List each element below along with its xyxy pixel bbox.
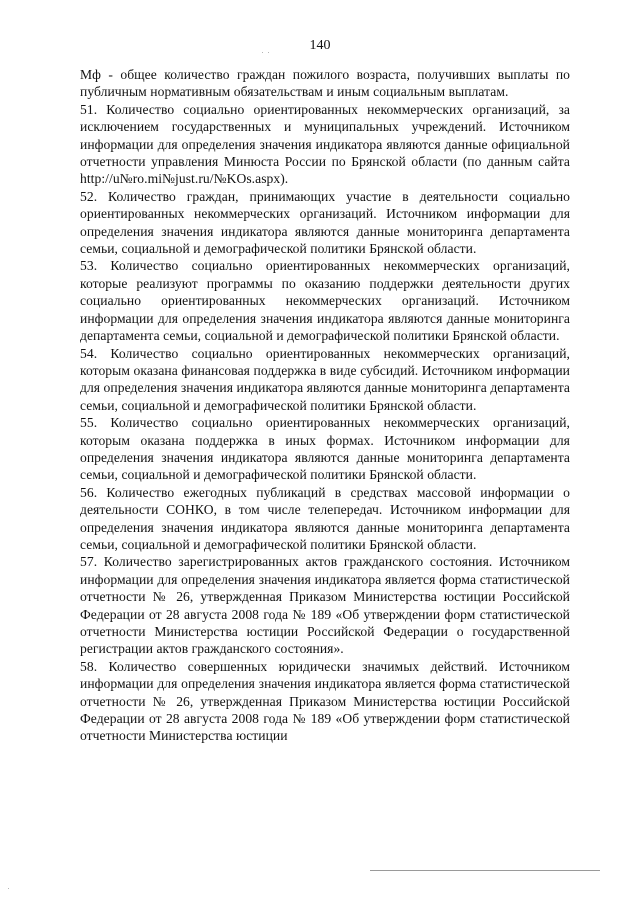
paragraph-indicator-53: 53. Количество социально ориентированных некоммерческих организаций, которые реализуют программы по оказанию поддержки деятельности других социально ориентированных некоммерческих организаций. Источником информации для определения значения индикатора являются данные мониторинга департамента семьи, социальной и демографической политики Брянской области.: [80, 258, 570, 344]
paragraph-indicator-52: 52. Количество граждан, принимающих участие в деятельности социально ориентированных некоммерческих организаций. Источником информации для определения значения индикатора являются данные мониторинга департамента семьи, социальной и демографической политики Брянской области.: [80, 188, 570, 257]
paragraph-indicator-54: 54. Количество социально ориентированных некоммерческих организаций, которым оказана финансовая поддержка в виде субсидий. Источником информации для определения значения индикатора являются данные мониторинга департамента семьи, социальной и демографической политики Брянской области.: [80, 345, 570, 413]
paragraph-indicator-55: 55. Количество социально ориентированных некоммерческих организаций, которым оказана поддержка в иных формах. Источником информации для определения значения индикатора являются данные мониторинга департамента семьи, социальной и демографической политики Брянской области.: [80, 415, 570, 483]
page-number: 140: [309, 38, 331, 53]
scan-speck: [8, 888, 9, 889]
paragraph-indicator-57: 57. Количество зарегистрированных актов гражданского состояния. Источником информации для определения значения индикатора является форма статистической отчетности № 26, утвержденная Приказом Министерства юстиции Российской Федерации от 28 августа 2008 года № 189 «Об утверждении форм статистической отчетности Министерства юстиции Российской Федерации о государственной регистрации актов гражданского состояния».: [80, 554, 570, 657]
paragraph-indicator-56: 56. Количество ежегодных публикаций в средствах массовой информации о деятельности СОНКО, в том числе телепередач. Источником информации для определения значения индикатора являются данные мониторинга департамента семьи, социальной и демографической политики Брянской области.: [80, 484, 570, 552]
footer-rule: [370, 870, 600, 871]
paragraph-mf-definition: Мф - общее количество граждан пожилого возраста, получивших выплаты по публичным нормативным обязательствам и иным социальным выплатам.: [80, 67, 570, 100]
body-text: [80, 66, 570, 745]
paragraph-indicator-58: 58. Количество совершенных юридически значимых действий. Источником информации для определения значения индикатора является форма статистической отчетности № 26, утвержденная Приказом Министерства юстиции Российской Федерации от 28 августа 2008 года № 189 «Об утверждении форм статистической отчетности Министерства юстиции: [80, 658, 570, 744]
scan-speck: [262, 52, 263, 53]
paragraph-indicator-51: 51. Количество социально ориентированных некоммерческих организаций, за исключением государственных и муниципальных учреждений. Источником информации для определения значения индикатора являются данные официальной отчетности управления Минюста России по Брянской области (по данным сайта http://u№ro.mi№just.ru/№KOs.aspx).: [80, 101, 570, 187]
scan-speck: [268, 52, 269, 53]
